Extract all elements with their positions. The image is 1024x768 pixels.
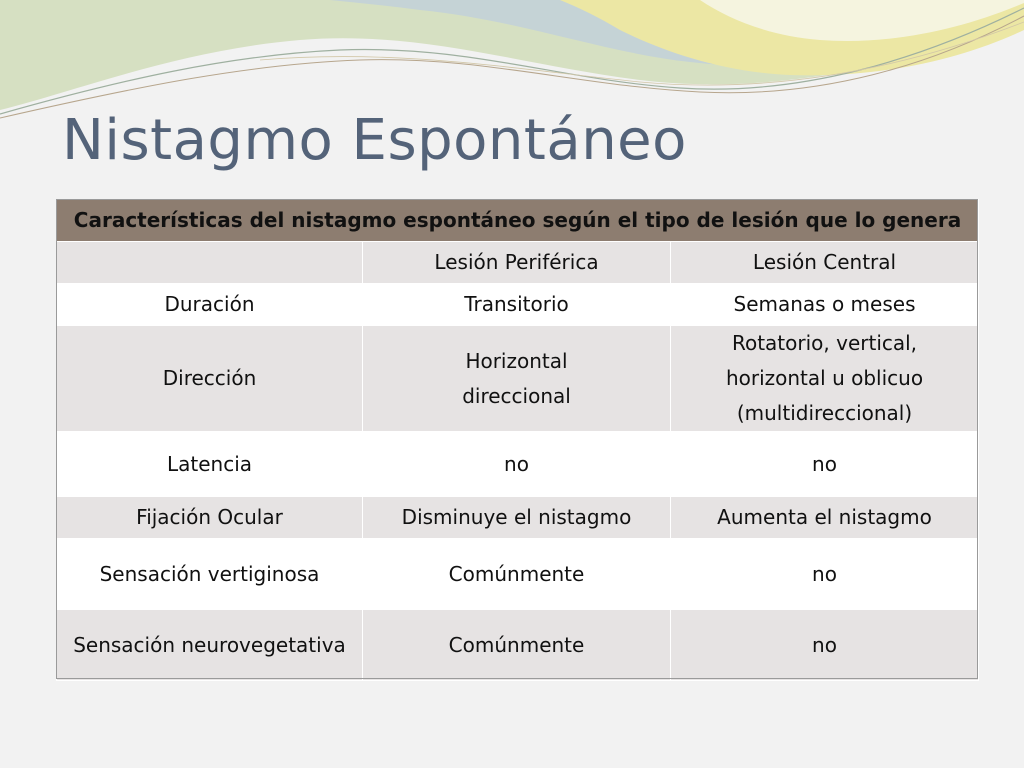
table-row (57, 326, 979, 432)
peripheral-cell: Transitorio (363, 284, 671, 326)
peripheral-cell: Disminuye el nistagmo (363, 497, 671, 539)
row-label: Dirección (57, 326, 363, 432)
row-label: Sensación neurovegetativa (57, 610, 363, 681)
table-caption-row (57, 200, 979, 242)
table-row (57, 610, 979, 681)
central-cell: Semanas o meses (671, 284, 979, 326)
peripheral-cell: no (363, 432, 671, 497)
table-row (57, 284, 979, 326)
table-row (57, 432, 979, 497)
row-label: Duración (57, 284, 363, 326)
column-header-peripheral: Lesión Periférica (363, 242, 671, 284)
central-cell: no (671, 610, 979, 681)
central-cell: Aumenta el nistagmo (671, 497, 979, 539)
central-cell: no (671, 539, 979, 610)
comparison-table (56, 199, 979, 681)
table-caption: Características del nistagmo espontáneo según el tipo de lesión que lo genera (57, 200, 979, 242)
row-label: Sensación vertiginosa (57, 539, 363, 610)
central-cell: no (671, 432, 979, 497)
peripheral-cell: Comúnmente (363, 539, 671, 610)
slide-title: Nistagmo Espontáneo (62, 108, 687, 173)
column-header-empty (57, 242, 363, 284)
peripheral-cell: Comúnmente (363, 610, 671, 681)
peripheral-cell: Horizontal direccional (363, 326, 671, 432)
table-row (57, 497, 979, 539)
table-row (57, 539, 979, 610)
central-cell: Rotatorio, vertical, horizontal u oblicuo (multidireccional) (671, 326, 979, 432)
row-label: Latencia (57, 432, 363, 497)
column-header-row (57, 242, 979, 284)
column-header-central: Lesión Central (671, 242, 979, 284)
row-label: Fijación Ocular (57, 497, 363, 539)
